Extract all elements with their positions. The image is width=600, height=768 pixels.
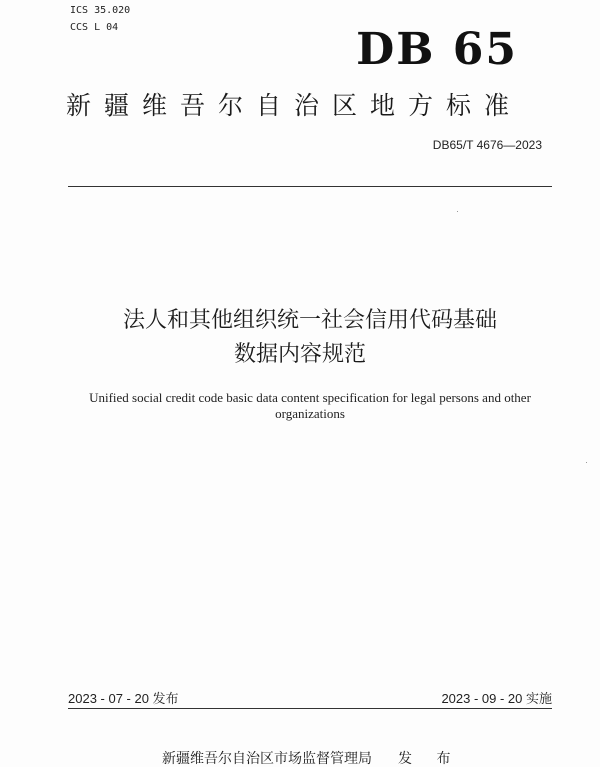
- scan-speck: [457, 211, 458, 212]
- issuer-name: 新疆维吾尔自治区市场监督管理局: [162, 751, 372, 767]
- title-en-line-2: organizations: [275, 406, 345, 421]
- publish-date: 2023 - 07 - 20 发布: [68, 691, 179, 706]
- ics-code: ICS 35.020: [70, 5, 131, 16]
- title-zh-line-2: 数据内容规范: [233, 342, 366, 367]
- issuer-line: [162, 748, 460, 768]
- classification-codes: [70, 2, 130, 36]
- implement-date: 2023 - 09 - 20 实施: [441, 691, 552, 706]
- issuer-action: 发 布: [398, 751, 461, 767]
- title-zh-line-1: 法人和其他组织统一社会信用代码基础: [122, 308, 497, 333]
- top-divider: [68, 186, 552, 187]
- scan-speck: [586, 462, 587, 463]
- standard-type-heading: 新疆维吾尔自治区地方标准: [66, 91, 523, 120]
- ccs-code: CCS L 04: [70, 22, 119, 33]
- db-logo: DB 65: [356, 24, 518, 75]
- title-en-line-1: Unified social credit code basic data content specification for legal persons and other: [89, 390, 531, 405]
- standard-number: DB65/T 4676—2023: [432, 138, 542, 152]
- bottom-divider: [68, 708, 552, 709]
